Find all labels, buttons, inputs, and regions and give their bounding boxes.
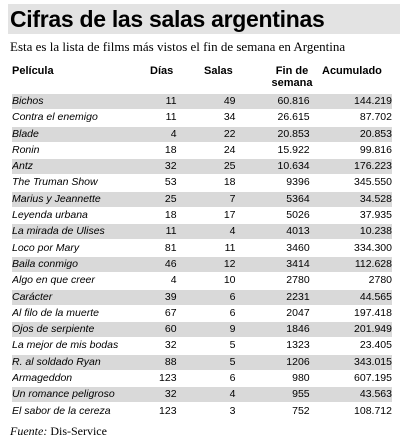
table-row <box>12 143 392 158</box>
cell-salas: 22 <box>177 127 236 142</box>
cell-salas: 6 <box>177 290 236 305</box>
cell-film: Marius y Jeannette <box>12 192 142 207</box>
cell-fin-de-semana: 980 <box>292 372 310 385</box>
cell-salas: 49 <box>177 94 236 109</box>
table-header <box>0 62 404 94</box>
cell-film: Baila conmigo <box>12 257 142 272</box>
cell-acumulado: 334.300 <box>354 241 392 254</box>
cell-fin-de-semana: 1323 <box>286 339 310 352</box>
cell-acumulado: 34.528 <box>310 192 392 207</box>
cell-film: Contra el enemigo <box>12 111 98 124</box>
cell-acumulado: 2780 <box>368 274 392 287</box>
cell-film: La mejor de mis bodas <box>12 339 119 352</box>
table-row <box>12 241 392 256</box>
cell-acumulado: 343.015 <box>310 355 392 370</box>
cell-acumulado: 144.219 <box>310 94 392 109</box>
source-note <box>10 424 107 439</box>
table-row <box>12 208 392 223</box>
table-row <box>12 306 392 321</box>
cell-salas: 4 <box>177 387 236 402</box>
cell-acumulado: 20.853 <box>310 127 392 142</box>
cell-salas: 12 <box>177 257 236 272</box>
table-row <box>12 127 392 142</box>
cell-salas: 18 <box>223 176 236 189</box>
cell-fin-de-semana: 60.816 <box>236 94 310 109</box>
cell-fin-de-semana: 15.922 <box>277 143 310 156</box>
cell-salas: 3 <box>229 404 236 417</box>
cell-acumulado: 108.712 <box>354 404 392 417</box>
cell-fin-de-semana: 1206 <box>236 355 310 370</box>
source-value: Dis-Service <box>50 424 107 438</box>
cell-dias: 11 <box>165 111 177 124</box>
cell-dias: 53 <box>164 176 177 189</box>
cell-acumulado: 176.223 <box>310 159 392 174</box>
cell-salas: 24 <box>223 143 236 156</box>
table-row <box>12 371 392 386</box>
cell-dias: 25 <box>142 192 177 207</box>
cell-dias: 81 <box>164 241 177 254</box>
cell-fin-de-semana: 752 <box>292 404 310 417</box>
table-row <box>12 110 392 125</box>
cell-film: Loco por Mary <box>12 241 80 254</box>
cell-film: Armageddon <box>12 372 73 385</box>
header-salas: Salas <box>204 65 233 77</box>
cell-film: Antz <box>12 159 142 174</box>
cell-film: Al filo de la muerte <box>12 306 99 319</box>
table-row <box>12 175 392 190</box>
cell-fin-de-semana: 10.634 <box>236 159 310 174</box>
cell-dias: 4 <box>170 274 177 287</box>
cell-salas: 34 <box>223 111 236 124</box>
cell-acumulado: 201.949 <box>310 322 392 337</box>
table-row <box>12 355 392 370</box>
cell-film: Blade <box>12 127 142 142</box>
table-row <box>12 404 392 419</box>
cell-salas: 17 <box>223 209 236 222</box>
subtitle: Esta es la lista de films más vistos el fin de semana en Argentina <box>10 39 346 54</box>
cell-fin-de-semana: 3460 <box>286 241 310 254</box>
table-row <box>12 192 392 207</box>
cell-salas: 6 <box>229 306 236 319</box>
cell-fin-de-semana: 5026 <box>286 209 310 222</box>
cell-film: Ronin <box>12 143 40 156</box>
cell-fin-de-semana: 955 <box>236 387 310 402</box>
cell-acumulado: 607.195 <box>354 372 392 385</box>
cell-dias: 18 <box>164 209 177 222</box>
cell-salas: 9 <box>177 322 236 337</box>
cell-salas: 6 <box>229 372 236 385</box>
table-row <box>12 322 392 337</box>
cell-acumulado: 43.563 <box>310 387 392 402</box>
cell-salas: 7 <box>177 192 236 207</box>
cell-acumulado: 44.565 <box>310 290 392 305</box>
cell-dias: 123 <box>159 404 177 417</box>
cell-film: The Truman Show <box>12 176 98 189</box>
source-label: Fuente: <box>10 424 48 438</box>
table-row <box>12 94 392 109</box>
cell-acumulado: 99.816 <box>359 143 392 156</box>
table-row <box>12 290 392 305</box>
cell-salas: 4 <box>177 224 236 239</box>
cell-film: Carácter <box>12 290 142 305</box>
cell-fin-de-semana: 3414 <box>236 257 310 272</box>
cell-acumulado: 23.405 <box>359 339 392 352</box>
cell-fin-de-semana: 4013 <box>236 224 310 239</box>
cell-dias: 32 <box>142 159 177 174</box>
cell-fin-de-semana: 1846 <box>236 322 310 337</box>
box-office-table <box>12 94 392 419</box>
header-acumulado: Acumulado <box>322 65 382 77</box>
cell-acumulado: 345.550 <box>354 176 392 189</box>
cell-film: Leyenda urbana <box>12 209 88 222</box>
cell-fin-de-semana: 20.853 <box>236 127 310 142</box>
cell-acumulado: 197.418 <box>354 306 392 319</box>
cell-dias: 32 <box>142 387 177 402</box>
cell-dias: 18 <box>164 143 177 156</box>
table-row <box>12 257 392 272</box>
cell-salas: 5 <box>229 339 236 352</box>
cell-dias: 60 <box>142 322 177 337</box>
cell-film: Bichos <box>12 94 142 109</box>
cell-fin-de-semana: 2047 <box>286 306 310 319</box>
cell-salas: 5 <box>177 355 236 370</box>
cell-dias: 11 <box>142 224 177 239</box>
cell-dias: 46 <box>142 257 177 272</box>
header-dias: Días <box>150 65 174 77</box>
cell-film: Algo en que creer <box>12 274 95 287</box>
cell-film: Ojos de serpiente <box>12 322 142 337</box>
cell-dias: 123 <box>159 372 177 385</box>
cell-acumulado: 37.935 <box>359 209 392 222</box>
cell-acumulado: 112.628 <box>310 257 392 272</box>
table-row <box>12 273 392 288</box>
cell-film: El sabor de la cereza <box>12 404 111 417</box>
cell-fin-de-semana: 2780 <box>286 274 310 287</box>
cell-dias: 88 <box>142 355 177 370</box>
cell-film: Un romance peligroso <box>12 387 142 402</box>
header-film: Película <box>12 65 54 77</box>
table-row <box>12 159 392 174</box>
cell-salas: 10 <box>223 274 236 287</box>
cell-salas: 25 <box>177 159 236 174</box>
cell-film: R. al soldado Ryan <box>12 355 142 370</box>
table-row <box>12 387 392 402</box>
cell-salas: 11 <box>224 241 236 254</box>
cell-dias: 67 <box>164 306 177 319</box>
cell-fin-de-semana: 2231 <box>236 290 310 305</box>
cell-fin-de-semana: 26.615 <box>277 111 310 124</box>
cell-film: La mirada de Ulises <box>12 224 142 239</box>
cell-fin-de-semana: 9396 <box>286 176 310 189</box>
table-row <box>12 338 392 353</box>
cell-dias: 4 <box>142 127 177 142</box>
cell-dias: 11 <box>142 94 177 109</box>
cell-acumulado: 87.702 <box>359 111 392 124</box>
cell-dias: 32 <box>164 339 177 352</box>
cell-fin-de-semana: 5364 <box>236 192 310 207</box>
table-row <box>12 224 392 239</box>
cell-acumulado: 10.238 <box>310 224 392 239</box>
header-fin-de-semana: Fin de semana <box>271 65 313 89</box>
page-title: Cifras de las salas argentinas <box>8 4 400 34</box>
cell-dias: 39 <box>142 290 177 305</box>
